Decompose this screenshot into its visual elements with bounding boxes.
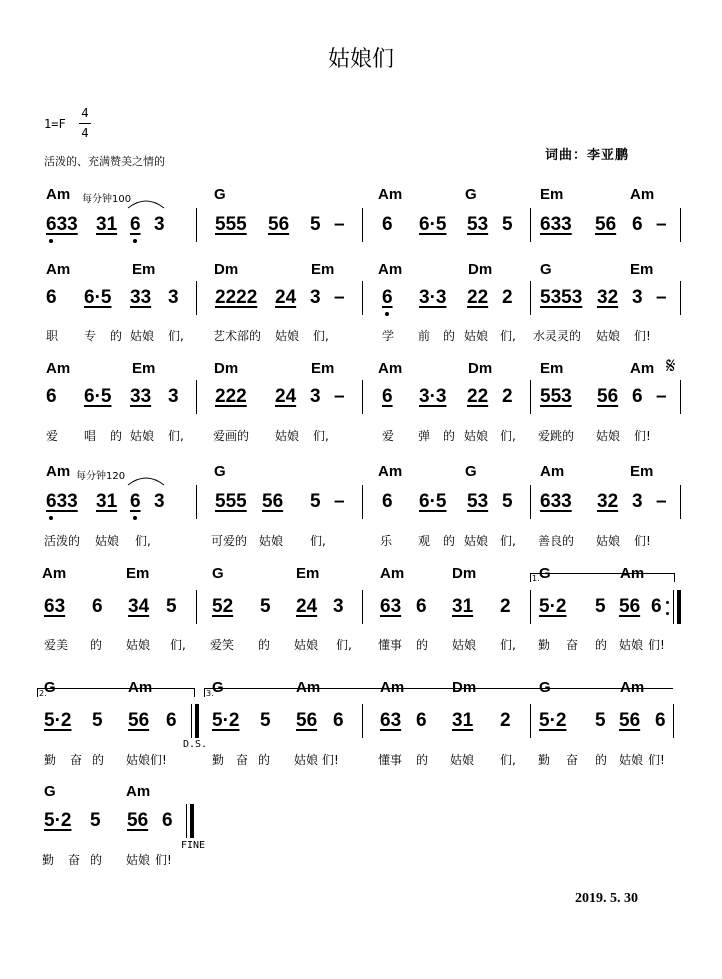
lyric: 可爱的 [211,534,248,548]
barline [362,590,363,624]
note: 6 [130,491,141,512]
lyric: 们, [310,534,326,548]
barline [196,380,197,414]
chord: Em [126,565,150,582]
barline [196,208,197,242]
note: 53 [467,214,489,235]
chord: G [44,783,56,800]
lyric: 活泼的 [44,534,81,548]
note: 6 [46,287,57,308]
note: 3 [168,287,179,308]
lyric: 的 [90,853,103,867]
lyric: 的 [90,638,103,652]
repeat-dot [666,612,669,615]
chord: Dm [452,679,477,696]
measure-row-6 [0,706,722,736]
lyric: 的 [110,329,123,343]
lyric: 乐 [380,534,393,548]
chord: Am [46,261,71,278]
note: 5 [595,710,606,731]
low-octave-dot [49,516,53,520]
low-octave-dot [133,239,137,243]
chord: Am [378,261,403,278]
lyric: 水灵灵的 [533,329,582,343]
note: 63 [380,710,402,731]
chord: Am [380,679,405,696]
chord: Dm [452,565,477,582]
note: 56 [128,710,150,731]
note: 5 [502,214,513,235]
barline [186,804,187,838]
lyric: 的 [258,753,271,767]
barline [362,704,363,738]
volta-bracket-2 [37,688,195,697]
barline [530,380,531,414]
note: 5 [92,710,103,731]
note: 56 [619,596,641,617]
lyric: 奋 [70,753,83,767]
barline [530,485,531,519]
volta-number: 3. [206,689,214,698]
barline [680,380,681,414]
measure-row-5 [0,592,722,622]
key-signature: 1=F [44,117,66,131]
barline [680,208,681,242]
note: 3 [154,491,165,512]
chord: Dm [214,261,239,278]
chord: G [212,565,224,582]
note: 3 [310,386,321,407]
note: 6 [382,214,393,235]
note: 52 [212,596,234,617]
note: 5 [595,596,606,617]
lyric: 的 [416,638,429,652]
lyric: 姑娘 [126,853,151,867]
note: 6 [162,810,173,831]
lyric: 奋 [566,753,579,767]
note: 24 [296,596,318,617]
lyric: 姑娘 [294,753,319,767]
note: 5·2 [44,710,72,731]
volta-bracket-3 [204,688,673,697]
lyric: 勤 [42,853,55,867]
note: 6·5 [419,214,447,235]
chord: Am [128,679,153,696]
chord: Am [630,360,655,377]
note: – [334,386,345,407]
note: 3·3 [419,386,447,407]
lyric: 姑娘 [619,638,644,652]
chord: Am [46,186,71,203]
lyric: 们! [648,638,665,652]
note: 33 [130,287,152,308]
note: 31 [452,596,474,617]
chord: G [465,186,477,203]
tie-mark [126,196,166,210]
note: – [656,386,667,407]
volta-number: 2. [39,689,47,698]
lyric: 们, [500,429,516,443]
lyric: 爱 [382,429,395,443]
note: – [334,214,345,235]
lyric: 前 [418,329,431,343]
measure-row-1 [0,210,722,240]
note: 6 [416,596,427,617]
chord: Em [132,261,156,278]
note: 5·2 [539,710,567,731]
note: 6 [382,491,393,512]
lyric: 弹 [418,429,431,443]
lyric: 姑娘 [464,429,489,443]
note: 3 [154,214,165,235]
note: 5·2 [44,810,72,831]
chord: G [44,679,56,696]
lyric: 的 [258,638,271,652]
note: 5 [502,491,513,512]
note: 6 [166,710,177,731]
chord: Em [311,360,335,377]
lyric: 的 [595,753,608,767]
time-sig-top: 4 [81,106,89,120]
lyric: 姑娘 [596,429,621,443]
note: 555 [215,491,247,512]
chord: Em [311,261,335,278]
note: 6 [333,710,344,731]
barline [530,281,531,315]
lyric: 勤 [44,753,57,767]
final-barline [190,804,194,838]
note: 5 [260,596,271,617]
note: 3 [632,491,643,512]
lyric: 奋 [566,638,579,652]
barline [530,704,531,738]
repeat-barline-thick [677,590,681,624]
measure-row-3 [0,382,722,412]
note: 3·3 [419,287,447,308]
lyric: 勤 [212,753,225,767]
note: 2 [502,287,513,308]
barline-thick [195,704,199,738]
tempo-marking: 每分钟120 [76,471,126,482]
ds-marking: D.S. [183,739,208,750]
note: 5·2 [539,596,567,617]
lyric: 爱美 [44,638,69,652]
lyric: 们! [648,753,665,767]
note: 6 [632,214,643,235]
lyric: 的 [443,429,456,443]
note: 31 [96,491,118,512]
time-sig-bottom: 4 [79,123,91,143]
note: 5 [90,810,101,831]
lyric: 们, [313,329,329,343]
chord: Em [630,261,654,278]
lyric: 姑娘 [126,753,151,767]
chord: Am [46,360,71,377]
lyric: 姑娘 [619,753,644,767]
chord: Em [132,360,156,377]
lyric: 善良的 [538,534,575,548]
lyric: 们! [322,753,339,767]
note: 633 [46,491,78,512]
chord: G [539,565,551,582]
lyric: 观 [418,534,431,548]
lyric: 们! [634,429,651,443]
note: – [334,491,345,512]
barline [530,590,531,624]
lyric: 专 [84,329,97,343]
chord: Am [620,565,645,582]
lyric: 的 [110,429,123,443]
barline [191,704,192,738]
note: 56 [127,810,149,831]
lyric: 姑娘 [450,753,475,767]
chord: G [465,463,477,480]
lyric: 艺术部的 [213,329,262,343]
lyric: 的 [92,753,105,767]
lyric: 勤 [538,638,551,652]
note: – [656,214,667,235]
author-credit: 词曲：李亚鹏 [545,148,630,163]
note: 31 [452,710,474,731]
barline [362,208,363,242]
barline [680,485,681,519]
note: 2222 [215,287,258,308]
note: 56 [597,386,619,407]
barline [362,380,363,414]
note: 6 [130,214,141,235]
lyric: 姑娘 [130,429,155,443]
note: 3 [168,386,179,407]
lyric: 们, [170,638,186,652]
note: 6 [632,386,643,407]
chord: G [540,261,552,278]
note: 633 [540,491,572,512]
chord: Am [620,679,645,696]
chord: Dm [468,261,493,278]
chord: Am [126,783,151,800]
note: 222 [215,386,247,407]
note: 24 [275,287,297,308]
lyric: 懂事 [378,638,403,652]
note: 56 [595,214,617,235]
barline [673,704,674,738]
segno-sign: 𝄋 [666,354,676,379]
note: 32 [597,287,619,308]
chord: G [214,186,226,203]
note: 3 [333,596,344,617]
lyric: 们, [168,329,184,343]
lyric: 爱跳的 [538,429,575,443]
lyric: 们! [634,329,651,343]
lyric: 姑娘 [95,534,120,548]
note: 5 [166,596,177,617]
tie-mark [126,473,166,487]
note: 56 [619,710,641,731]
lyric: 职 [46,329,59,343]
barline [196,281,197,315]
note: 6 [92,596,103,617]
repeat-dot [666,601,669,604]
fine-marking: FINE [181,840,206,851]
barline [530,208,531,242]
lyric: 姑娘 [294,638,319,652]
note: 3 [310,287,321,308]
note: – [656,287,667,308]
lyric: 们, [500,638,516,652]
note: 5 [310,491,321,512]
lyric: 勤 [538,753,551,767]
note: 553 [540,386,572,407]
volta-bracket-1 [530,573,675,582]
chord: Am [540,463,565,480]
lyric: 们, [500,753,516,767]
lyric: 们, [135,534,151,548]
note: 5353 [540,287,583,308]
lyric: 姑娘 [259,534,284,548]
lyric: 爱画的 [213,429,250,443]
barline [362,281,363,315]
note: 3 [632,287,643,308]
note: – [656,491,667,512]
lyric: 奋 [236,753,249,767]
note: 6 [382,287,393,308]
note: 32 [597,491,619,512]
lyric: 唱 [84,429,97,443]
note: 34 [128,596,150,617]
note: 33 [130,386,152,407]
chord: Am [378,186,403,203]
chord: G [214,463,226,480]
note: 53 [467,491,489,512]
note: 6 [382,386,393,407]
lyric: 姑娘 [126,638,151,652]
measure-row-4 [0,487,722,517]
chord: G [539,679,551,696]
date-stamp: 2019. 5. 30 [575,891,638,906]
note: 6 [416,710,427,731]
note: 6·5 [84,386,112,407]
chord: G [212,679,224,696]
lyric: 姑娘 [596,329,621,343]
note: 2 [500,710,511,731]
note: 633 [540,214,572,235]
lyric: 们, [313,429,329,443]
lyric: 姑娘 [275,329,300,343]
low-octave-dot [49,239,53,243]
note: 6·5 [419,491,447,512]
note: 63 [380,596,402,617]
low-octave-dot [133,516,137,520]
chord: Am [296,679,321,696]
lyric: 姑娘 [464,329,489,343]
note: 24 [275,386,297,407]
repeat-barline [673,590,674,624]
lyric: 学 [382,329,395,343]
chord: Dm [214,360,239,377]
chord: Am [378,360,403,377]
lyric: 的 [595,638,608,652]
chord: Em [540,186,564,203]
low-octave-dot [385,312,389,316]
barline [362,485,363,519]
note: 5 [310,214,321,235]
chord: Am [630,186,655,203]
chord: Em [540,360,564,377]
chord: Am [380,565,405,582]
lyric: 们! [150,753,167,767]
note: 6 [651,596,662,617]
note: 56 [262,491,284,512]
lyric: 爱 [46,429,59,443]
lyric: 奋 [68,853,81,867]
note: 2 [502,386,513,407]
chord: Am [378,463,403,480]
note: 5 [260,710,271,731]
lyric: 们! [155,853,172,867]
lyric: 姑娘 [130,329,155,343]
note: 31 [96,214,118,235]
note: 63 [44,596,66,617]
measure-row-2 [0,283,722,313]
note: 56 [268,214,290,235]
note: 22 [467,386,489,407]
note: 555 [215,214,247,235]
lyric: 姑娘 [596,534,621,548]
lyric: 们, [500,329,516,343]
barline [196,590,197,624]
chord: Em [630,463,654,480]
lyric: 懂事 [378,753,403,767]
lyric: 们! [634,534,651,548]
lyric: 姑娘 [464,534,489,548]
lyric: 们, [500,534,516,548]
time-signature [79,104,91,143]
lyric: 的 [416,753,429,767]
note: 6 [655,710,666,731]
note: 2 [500,596,511,617]
note: 56 [296,710,318,731]
lyric: 们, [336,638,352,652]
mood-marking: 活泼的、充满赞美之情的 [44,155,165,168]
barline [196,485,197,519]
note: 633 [46,214,78,235]
lyric: 爱笑 [210,638,235,652]
chord: Am [46,463,71,480]
note: 5·2 [212,710,240,731]
lyric: 的 [443,534,456,548]
note: 6·5 [84,287,112,308]
chord: Em [296,565,320,582]
volta-number: 1. [532,574,540,583]
chord: Am [42,565,67,582]
lyric: 的 [443,329,456,343]
tempo-marking: 每分钟100 [82,194,132,205]
note: 22 [467,287,489,308]
measure-row-7 [0,806,722,836]
barline [680,281,681,315]
song-title: 姑娘们 [327,47,394,72]
note: – [334,287,345,308]
lyric: 们, [168,429,184,443]
lyric: 姑娘 [452,638,477,652]
note: 6 [46,386,57,407]
lyric: 姑娘 [275,429,300,443]
chord: Dm [468,360,493,377]
